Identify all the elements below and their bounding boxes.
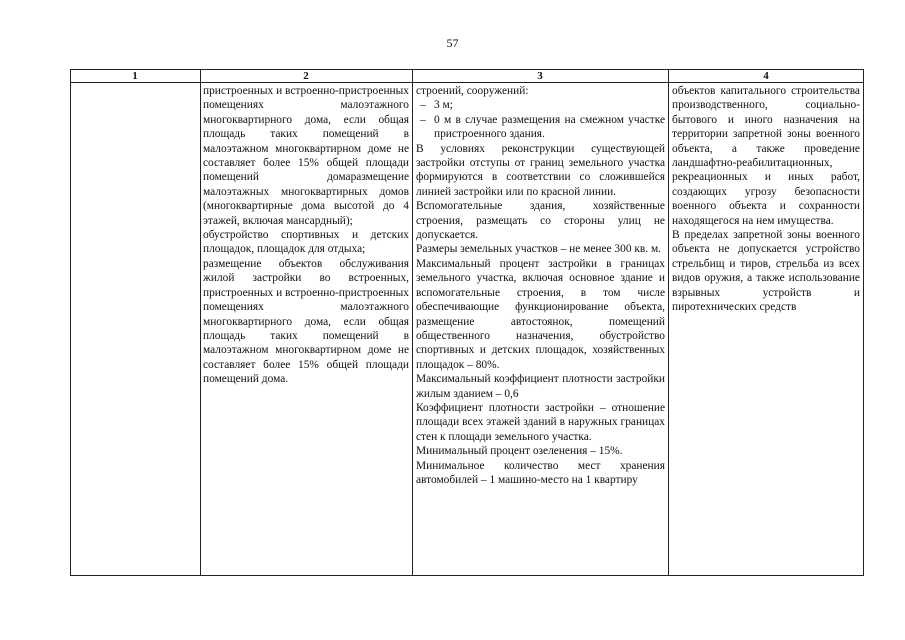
- col-3-paragraph: В условиях реконструкции существующей застройки отступы от границ земельного участка формируются в соответствии со сложившейся линией застройки или по красной линии.: [416, 142, 665, 198]
- col-2-paragraph: размещение объектов обслуживания жилой застройки во встроенных, пристроенных и встроенно-пристроенных помещениях малоэтажного многоквартирного дома, если общая площадь таких помещений в малоэтажном многоквартирном доме не составляет более 15% общей площади помещений дома.: [203, 257, 409, 386]
- column-divider-3: [668, 69, 669, 576]
- col-3-cell: [416, 84, 665, 487]
- header-col-1: 1: [132, 70, 138, 82]
- col-3-paragraph: Минимальный процент озеленения – 15%.: [416, 445, 623, 458]
- header-divider: [70, 82, 864, 83]
- col-2-paragraph: обустройство спортивных и детских площадок, площадок для отдыха;: [203, 229, 409, 256]
- col-2-cell: [203, 84, 409, 387]
- col-3-paragraph: Вспомогательные здания, хозяйственные строения, размещать со стороны улиц не допускается.: [416, 200, 665, 242]
- col-3-paragraph: Размеры земельных участков – не менее 300 кв. м.: [416, 243, 662, 256]
- col-3-intro: строений, сооружений:: [416, 85, 529, 97]
- col-4-paragraph: объектов капитального строительства производственного, социально-бытового и иного назначения на территории запретной зоны военного объекта, а также проведение ландшафтно-реабилитационных, рекреационных и иных работ, создающих угрозу безопасности военного объекта и сохранности находящегося на нем имущества.: [672, 85, 860, 227]
- col-3-paragraph: Минимальное количество мест хранения автомобилей – 1 машино-место на 1 квартиру: [416, 459, 665, 486]
- page-number: 57: [446, 36, 459, 50]
- col-3-paragraph: Максимальный процент застройки в границах земельного участка, включая основное здание и вспомогательные строения, в том числе обеспечивающие функционирование объекта, размещение автостоянок, помещений общественного назначения, обустройство спортивных и детских площадок, хозяйственных площадок – 80%.: [416, 257, 665, 371]
- header-col-3: 3: [537, 70, 543, 82]
- header-col-4: 4: [763, 70, 769, 82]
- col-3-paragraphs: [416, 142, 665, 488]
- column-divider-1: [200, 69, 201, 576]
- col-3-paragraph: Максимальный коэффициент плотности застройки жилым зданием – 0,6: [416, 373, 665, 400]
- col-3-dash-item: – 3 м;: [416, 98, 665, 112]
- col-3-dash-list: [416, 98, 665, 141]
- col-4-cell: [672, 84, 860, 315]
- column-divider-2: [412, 69, 413, 576]
- header-col-2: 2: [303, 70, 309, 82]
- col-3-paragraph: Коэффициент плотности застройки – отношение площади всех этажей зданий в наружных границах стен к площади земельного участка.: [416, 401, 665, 443]
- col-3-dash-item: – 0 м в случае размещения на смежном участке пристроенного здания.: [416, 113, 665, 142]
- col-4-paragraph: В пределах запретной зоны военного объекта не допускается устройство стрельбищ и тиров, стрельба из всех видов оружия, а также использование взрывных устройств и пиротехнических средств: [672, 229, 860, 314]
- col-2-paragraph: пристроенных и встроенно-пристроенных помещениях малоэтажного многоквартирного дома, если общая площадь таких помещений в малоэтажном многоквартирном доме не составляет более 15% общей площади помещений домаразмещение малоэтажных многоквартирных домов (многоквартирные дома высотой до 4 этажей, включая мансардный);: [203, 85, 409, 227]
